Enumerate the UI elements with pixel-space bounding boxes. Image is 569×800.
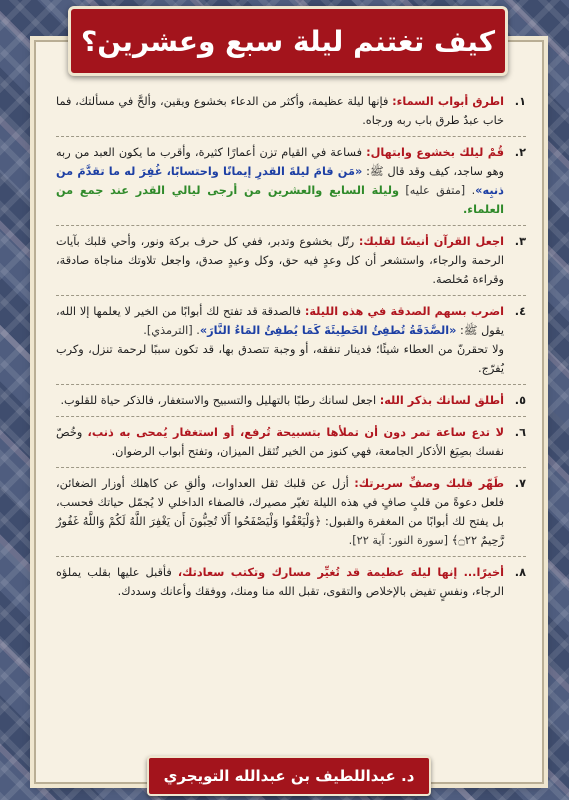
divider [56, 556, 526, 557]
item-text: فساعة في القيام تزن أعمارًا كثيرة، وأقرب ما يكون العبد من ربه وهو ساجد، كيف وقد قال ﷺ: [56, 146, 505, 178]
item-number: ٧. [514, 477, 526, 490]
item-heading: قُمْ ليلك بخشوع وابتهال: [366, 146, 504, 159]
divider [56, 416, 526, 417]
item-text: فأقبل عليها بقلب يملؤه الرجاء، ونفسٍ تفيض بالإخلاص والتقوى، تقبل الله منا ومنك، ووفقك وأعانك وسددك. [56, 566, 504, 598]
author-name: د. عبداللطيف بن عبدالله التويجري [147, 756, 431, 796]
item-text: رتّل بخشوع وتدبر، ففي كل حرف بركة ونور، وأحي قلبك بآيات الرحمة والرجاء، واستشعر أن كل وعدٍ فيه حق، وكل وعيدٍ صدق، واجعل تلاوتك مناجاة صادقة، وقراءة مُخلصة. [56, 235, 504, 286]
page-title: كيف تغتنم ليلة سبع وعشرين؟ [68, 6, 508, 76]
item-text: فإنها ليلة عظيمة، وأكثر من الدعاء بخشوع ويقين، وألحَّ في مسألتك، فما خاب عبدٌ طرق باب ربه ورجاه. [56, 95, 504, 127]
item-number: ٤. [514, 305, 526, 318]
item-number: ٨. [514, 566, 526, 579]
item-number: ٣. [514, 235, 526, 248]
hadith-quote: «الصَّدَقَةُ تُطفِئُ الخَطِيئَةَ كَمَا يُطفِئُ المَاءُ النَّارَ» [199, 324, 457, 337]
item-number: ٦. [514, 426, 526, 439]
quran-verse: ﴿وَلْيَعْفُوا وَلْيَصْفَحُوا أَلَا تُحِبُّونَ أَن يَغْفِرَ اللَّهُ لَكُمْ وَاللَّهُ غَفُورٌ رَّحِيمٌ ۝٢٢﴾ [56, 515, 504, 547]
item-text: فالصدقة قد تفتح لك أبوابًا من الخير لا يعلمها إلا الله، يقول ﷺ: [56, 305, 504, 337]
item-text: اجعل لسانك رطبًا بالتهليل والتسبيح والاستغفار، فالذكر حياة للقلوب. [60, 394, 380, 407]
verse-reference: [سورة النور: آية ٢٢]. [348, 534, 452, 547]
item-heading: لا تدع ساعة تمر دون أن تملأها بتسبيحة تُرفع، أو استغفار يُمحى به ذنب، [87, 426, 504, 439]
list-item [56, 302, 526, 378]
divider [56, 467, 526, 468]
list-item [56, 391, 526, 410]
hadith-quote: «مَن قامَ ليلةَ القدرِ إيمانًا واحتسابًا، غُفِرَ له ما تقدَّمَ من ذنبِه» [56, 165, 504, 197]
list-item [56, 92, 526, 130]
list-item [56, 143, 526, 219]
item-text: وخُصّ نفسك بصِيَغ الأذكار الجامعة، فهي كنوز من الخير تُثقل الميزان، وتفتح أبواب الرضوان. [56, 426, 504, 458]
list-item [56, 563, 526, 601]
list-item [56, 232, 526, 289]
hadith-reference: . [الترمذي]. [143, 324, 200, 337]
divider [56, 384, 526, 385]
highlight-note: وليلة السابع والعشرين من أرجى ليالي القدر عند جمع من العلماء. [56, 184, 504, 216]
item-heading: أطلق لسانك بذكر الله: [379, 394, 504, 407]
item-text: أزل عن قلبك ثقل العداوات، وألقِ عن كاهلك أوزار الضغائن، فلعل دعوةً من قلبٍ صافٍ في هذه الليلة تغيّر مصيرك، فالصفاء الداخلي لا يُجمّل حياتك فحسب، بل يفتح لك أبوابًا من المغفرة والقبول: [56, 477, 505, 528]
divider [56, 225, 526, 226]
list-item [56, 423, 526, 461]
divider [56, 295, 526, 296]
item-heading: طَهّر قلبك وصفِّ سريرتك: [354, 477, 504, 490]
item-number: ١. [514, 95, 526, 108]
item-heading: اضرب بسهم الصدقة في هذه الليلة: [304, 305, 504, 318]
item-number: ٢. [514, 146, 526, 159]
item-heading: أخيرًا... إنها ليلة عظيمة قد تُغيِّر مسارك وتكتب سعادتك، [177, 566, 504, 579]
item-heading: اطرق أبواب السماء: [392, 95, 504, 108]
content-body [56, 92, 526, 601]
list-item [56, 474, 526, 550]
divider [56, 136, 526, 137]
item-text-continued: ولا تحقرنّ من العطاء شيئًا؛ فدينار تنفقه، أو وجبة تتصدق بها، قد تكون سببًا لرحمة تنزل، وكرب يُفرّج. [56, 343, 504, 375]
hadith-reference: . [متفق عليه] [398, 184, 476, 197]
item-number: ٥. [514, 394, 526, 407]
item-heading: اجعل القرآن أنيسًا لقلبك: [358, 235, 504, 248]
